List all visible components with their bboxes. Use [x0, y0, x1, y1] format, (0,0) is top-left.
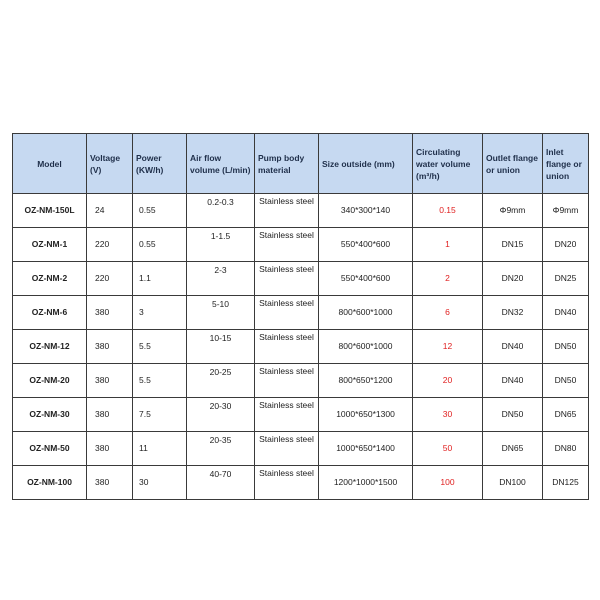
cell-power: 30 — [133, 466, 187, 500]
header-air-flow: Air flow volume (L/min) — [187, 134, 255, 194]
cell-outlet: DN100 — [483, 466, 543, 500]
cell-air-flow: 10-15 — [187, 330, 255, 364]
table-row — [13, 330, 589, 364]
cell-inlet: Φ9mm — [543, 194, 589, 228]
cell-model: OZ-NM-2 — [13, 262, 87, 296]
cell-model: OZ-NM-1 — [13, 228, 87, 262]
table-row — [13, 194, 589, 228]
cell-circulating: 100 — [413, 466, 483, 500]
cell-voltage: 380 — [87, 296, 133, 330]
cell-power: 5.5 — [133, 330, 187, 364]
cell-material: Stainless steel — [255, 398, 319, 432]
header-circulating: Circulating water volume (m³/h) — [413, 134, 483, 194]
cell-voltage: 380 — [87, 330, 133, 364]
cell-air-flow: 1-1.5 — [187, 228, 255, 262]
cell-circulating: 50 — [413, 432, 483, 466]
cell-material: Stainless steel — [255, 330, 319, 364]
cell-model: OZ-NM-6 — [13, 296, 87, 330]
cell-voltage: 220 — [87, 262, 133, 296]
cell-air-flow: 0.2-0.3 — [187, 194, 255, 228]
header-power: Power (KW/h) — [133, 134, 187, 194]
cell-material: Stainless steel — [255, 194, 319, 228]
cell-air-flow: 2-3 — [187, 262, 255, 296]
cell-size: 800*600*1000 — [319, 296, 413, 330]
cell-outlet: DN65 — [483, 432, 543, 466]
cell-voltage: 24 — [87, 194, 133, 228]
cell-outlet: DN20 — [483, 262, 543, 296]
cell-power: 3 — [133, 296, 187, 330]
cell-voltage: 380 — [87, 432, 133, 466]
cell-voltage: 380 — [87, 398, 133, 432]
cell-outlet: DN40 — [483, 330, 543, 364]
cell-outlet: DN32 — [483, 296, 543, 330]
header-material: Pump body material — [255, 134, 319, 194]
cell-voltage: 380 — [87, 466, 133, 500]
cell-power: 0.55 — [133, 194, 187, 228]
cell-model: OZ-NM-30 — [13, 398, 87, 432]
cell-outlet: Φ9mm — [483, 194, 543, 228]
cell-power: 1.1 — [133, 262, 187, 296]
cell-inlet: DN50 — [543, 330, 589, 364]
table-row — [13, 262, 589, 296]
cell-outlet: DN15 — [483, 228, 543, 262]
cell-circulating: 20 — [413, 364, 483, 398]
cell-inlet: DN50 — [543, 364, 589, 398]
cell-material: Stainless steel — [255, 262, 319, 296]
header-voltage: Voltage (V) — [87, 134, 133, 194]
header-size: Size outside (mm) — [319, 134, 413, 194]
cell-power: 7.5 — [133, 398, 187, 432]
cell-circulating: 1 — [413, 228, 483, 262]
cell-outlet: DN50 — [483, 398, 543, 432]
cell-voltage: 220 — [87, 228, 133, 262]
cell-circulating: 0.15 — [413, 194, 483, 228]
table-row — [13, 466, 589, 500]
cell-material: Stainless steel — [255, 228, 319, 262]
cell-size: 340*300*140 — [319, 194, 413, 228]
cell-size: 800*600*1000 — [319, 330, 413, 364]
table-row — [13, 228, 589, 262]
cell-inlet: DN25 — [543, 262, 589, 296]
cell-circulating: 6 — [413, 296, 483, 330]
table-row — [13, 398, 589, 432]
cell-outlet: DN40 — [483, 364, 543, 398]
table-row — [13, 296, 589, 330]
cell-circulating: 2 — [413, 262, 483, 296]
cell-model: OZ-NM-100 — [13, 466, 87, 500]
cell-model: OZ-NM-12 — [13, 330, 87, 364]
cell-inlet: DN80 — [543, 432, 589, 466]
header-outlet: Outlet flange or union — [483, 134, 543, 194]
cell-size: 1000*650*1400 — [319, 432, 413, 466]
table-row — [13, 432, 589, 466]
cell-material: Stainless steel — [255, 364, 319, 398]
cell-size: 550*400*600 — [319, 228, 413, 262]
cell-size: 1200*1000*1500 — [319, 466, 413, 500]
cell-material: Stainless steel — [255, 466, 319, 500]
cell-air-flow: 20-35 — [187, 432, 255, 466]
table-row — [13, 364, 589, 398]
cell-inlet: DN40 — [543, 296, 589, 330]
cell-power: 5.5 — [133, 364, 187, 398]
cell-air-flow: 20-30 — [187, 398, 255, 432]
cell-size: 1000*650*1300 — [319, 398, 413, 432]
cell-circulating: 30 — [413, 398, 483, 432]
cell-air-flow: 5-10 — [187, 296, 255, 330]
table-header-row — [13, 134, 589, 194]
cell-inlet: DN20 — [543, 228, 589, 262]
cell-power: 11 — [133, 432, 187, 466]
cell-model: OZ-NM-50 — [13, 432, 87, 466]
header-inlet: Inlet flange or union — [543, 134, 589, 194]
cell-power: 0.55 — [133, 228, 187, 262]
cell-material: Stainless steel — [255, 432, 319, 466]
cell-inlet: DN125 — [543, 466, 589, 500]
header-model: Model — [13, 134, 87, 194]
cell-air-flow: 40-70 — [187, 466, 255, 500]
cell-model: OZ-NM-20 — [13, 364, 87, 398]
cell-voltage: 380 — [87, 364, 133, 398]
cell-inlet: DN65 — [543, 398, 589, 432]
cell-circulating: 12 — [413, 330, 483, 364]
specification-table — [12, 133, 589, 500]
cell-size: 800*650*1200 — [319, 364, 413, 398]
cell-size: 550*400*600 — [319, 262, 413, 296]
cell-material: Stainless steel — [255, 296, 319, 330]
cell-model: OZ-NM-150L — [13, 194, 87, 228]
cell-air-flow: 20-25 — [187, 364, 255, 398]
